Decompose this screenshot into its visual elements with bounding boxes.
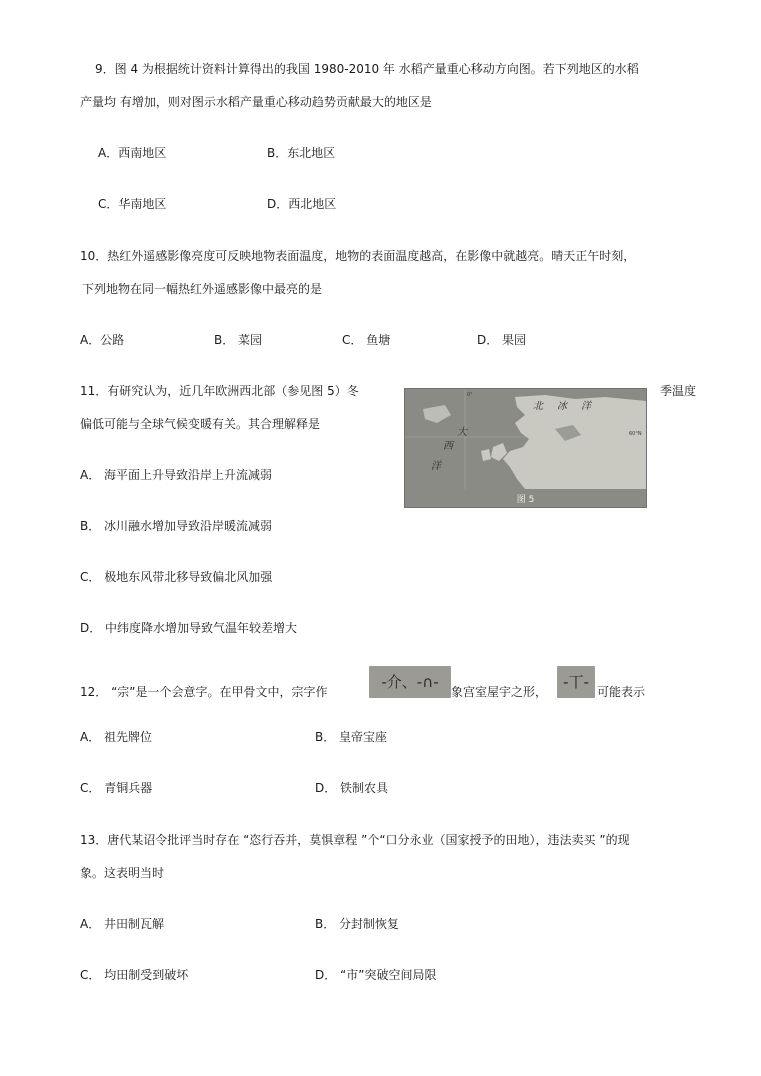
q13-option-b[interactable]: B． 分封制恢复 xyxy=(315,917,400,931)
q9-option-a[interactable]: A．西南地区 xyxy=(98,146,167,160)
q13-stem-line1: 13．唐代某诏令批评当时存在 “恣行吞并，莫惧章程 ”个“口分永业（国家授予的田地），违法卖买 ”的现 xyxy=(80,833,630,847)
q12-option-a[interactable]: A． 祖先牌位 xyxy=(80,730,153,744)
q10-stem-line1: 10．热红外遥感影像亮度可反映地物表面温度，地物的表面温度越高，在影像中就越亮。晴天正午时刻， xyxy=(80,249,636,263)
map-coord-lon: 0° xyxy=(467,392,473,398)
figure-5-caption: 图 5 xyxy=(516,495,535,505)
q11-stem-line2: 偏低可能与全球气候变暖有关。其合理解释是 xyxy=(80,417,321,431)
q12-stem-part3: 可能表示 xyxy=(597,685,646,699)
oracle-bone-zong-glyph-image: -介、-∩- xyxy=(369,666,451,698)
q11-option-a[interactable]: A． 海平面上升导致沿岸上升流减弱 xyxy=(80,468,273,482)
q13-option-a[interactable]: A． 井田制瓦解 xyxy=(80,917,165,931)
q12-stem-part1: 12． “宗”是一个会意字。在甲骨文中，宗字作 xyxy=(80,685,328,699)
map-graphic xyxy=(405,389,646,507)
q12-option-d[interactable]: D． 铁制农具 xyxy=(315,781,389,795)
q10-option-b[interactable]: B． 菜园 xyxy=(214,333,263,347)
q10-option-c[interactable]: C． 鱼塘 xyxy=(342,333,391,347)
q9-stem-line2: 产量均 有增加，则对图示水稻产量重心移动趋势贡献最大的地区是 xyxy=(80,95,432,109)
q12-stem-part2: 象宫室屋宇之形， xyxy=(451,685,548,699)
q9-option-c[interactable]: C．华南地区 xyxy=(98,197,167,211)
q10-option-a[interactable]: A．公路 xyxy=(80,333,125,347)
oracle-bone-shi-glyph-image: -丅- xyxy=(557,666,595,698)
q10-stem-line2: 下列地物在同一幅热红外遥感影像中最亮的是 xyxy=(82,282,323,296)
q11-stem-line1-tail: 季温度 xyxy=(660,384,697,398)
q13-option-c[interactable]: C． 均田制受到破坏 xyxy=(80,968,189,982)
q9-option-d[interactable]: D．西北地区 xyxy=(267,197,337,211)
q11-option-c[interactable]: C． 极地东风带北移导致偏北风加强 xyxy=(80,570,273,584)
map-label-yang2: 洋 xyxy=(431,461,441,472)
map-label-da: 大 xyxy=(457,427,467,438)
map-label-bing: 冰 xyxy=(557,401,567,412)
map-label-yang1: 洋 xyxy=(581,401,591,412)
map-label-xi: 西 xyxy=(443,441,453,452)
q9-option-b[interactable]: B．东北地区 xyxy=(267,146,336,160)
map-coord-lat: 60°N xyxy=(629,431,642,437)
q13-stem-line2: 象。这表明当时 xyxy=(80,866,165,880)
q11-option-d[interactable]: D． 中纬度降水增加导致气温年较差增大 xyxy=(80,621,298,635)
q13-option-d[interactable]: D． “市”突破空间局限 xyxy=(315,968,437,982)
q10-option-d[interactable]: D． 果园 xyxy=(477,333,527,347)
q9-stem-line1: 9．图 4 为根据统计资料计算得出的我国 1980-2010 年 水稻产量重心移动方向图。若下列地区的水稻 xyxy=(95,62,639,76)
q11-option-b[interactable]: B． 冰川融水增加导致沿岸暖流减弱 xyxy=(80,519,273,533)
figure-5-europe-map xyxy=(404,388,647,508)
q11-stem-line1: 11．有研究认为，近几年欧洲西北部（参见图 5）冬 xyxy=(80,384,359,398)
q12-option-c[interactable]: C． 青铜兵器 xyxy=(80,781,153,795)
map-label-bei: 北 xyxy=(533,401,543,412)
q12-option-b[interactable]: B． 皇帝宝座 xyxy=(315,730,388,744)
